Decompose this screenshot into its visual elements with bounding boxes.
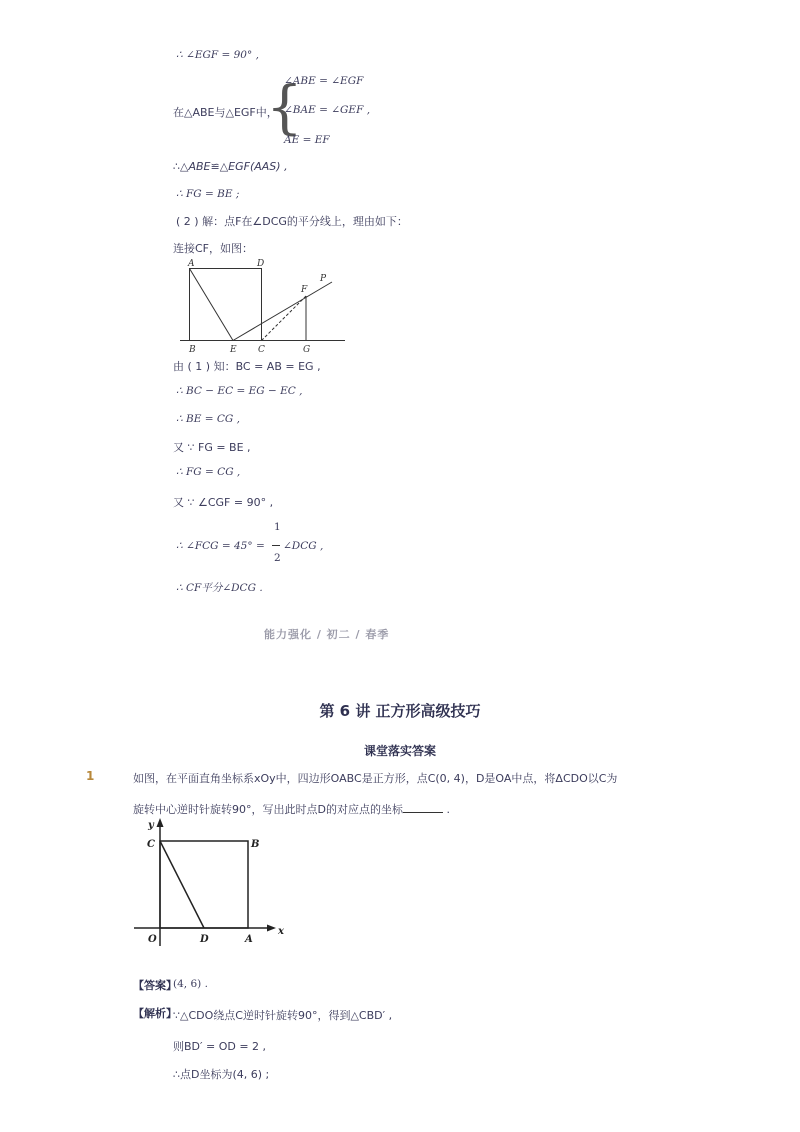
question-text-line-1: 如图，在平面直角坐标系xOy中，四边形OABC是正方形，点C(0, 4)，D是OA中点，将ΔCDO以C为 bbox=[133, 772, 618, 785]
step-1: 由 ( 1 ) 知：BC = AB = EG , bbox=[173, 360, 321, 373]
geometry-figure-1 bbox=[180, 256, 350, 356]
part2-connect: 连接CF，如图： bbox=[173, 242, 254, 255]
coordinate-figure bbox=[130, 816, 290, 951]
proof-line-2-prefix: 在△ABE与△EGF中， bbox=[173, 106, 278, 119]
step-2: ∴ BC − EC = EG − EC , bbox=[176, 385, 303, 397]
label-x: x bbox=[278, 926, 284, 937]
question-text-line-2-main: 旋转中心逆时针旋转90°，写出此时点D的对应点的坐标 bbox=[133, 803, 403, 816]
step-4: 又 ∵ FG = BE , bbox=[173, 441, 251, 454]
step-6: 又 ∵ ∠CGF = 90° , bbox=[173, 496, 274, 509]
lesson-title: 第 6 讲 正方形高级技巧 bbox=[319, 702, 481, 720]
label-d: D bbox=[200, 934, 209, 945]
label-a: A bbox=[245, 934, 253, 945]
label-f: F bbox=[301, 285, 308, 295]
fraction-numerator: 1 bbox=[274, 521, 281, 533]
label-c: C bbox=[147, 839, 155, 850]
label-g: G bbox=[303, 345, 311, 355]
analysis-line-3: ∴点D坐标为(4, 6) ; bbox=[173, 1068, 270, 1081]
step-7-left: ∴ ∠FCG = 45° = bbox=[176, 540, 265, 552]
answer-tag: 【答案】 bbox=[133, 979, 177, 992]
step-8: ∴ CF平分∠DCG . bbox=[176, 582, 263, 594]
label-p: P bbox=[320, 274, 327, 284]
label-c: C bbox=[258, 345, 265, 355]
segment-cd bbox=[160, 841, 204, 928]
fraction-bar bbox=[272, 545, 280, 546]
page-footer: 能力强化 / 初二 / 春季 bbox=[264, 628, 390, 641]
label-b: B bbox=[189, 345, 196, 355]
system-brace: { bbox=[266, 73, 303, 141]
proof-line-3: ∴△ABE≌△EGF(AAS) , bbox=[173, 160, 288, 173]
square-oabc bbox=[160, 841, 248, 928]
step-7-right: ∠DCG , bbox=[283, 540, 324, 552]
label-b: B bbox=[251, 839, 260, 850]
label-o: O bbox=[148, 934, 157, 945]
y-arrow bbox=[157, 818, 164, 827]
question-number: 1 bbox=[86, 769, 95, 783]
label-e: E bbox=[230, 345, 237, 355]
system-eq-3: AE = EF bbox=[284, 134, 330, 146]
section-title: 课堂落实答案 bbox=[363, 744, 436, 758]
part2-intro: ( 2 ) 解：点F在∠DCG的平分线上，理由如下： bbox=[176, 215, 408, 228]
segment-ep bbox=[233, 282, 332, 341]
analysis-tag: 【解析】 bbox=[133, 1007, 177, 1020]
analysis-line-2: 则BD′ = OD = 2 , bbox=[173, 1040, 267, 1053]
step-5: ∴ FG = CG , bbox=[176, 466, 241, 478]
analysis-line-1: ∵△CDO绕点C逆时针旋转90°，得到△CBD′ , bbox=[173, 1009, 393, 1022]
question-text-line-2-end: . bbox=[442, 803, 450, 816]
system-eq-1: ∠ABE = ∠EGF bbox=[284, 75, 364, 87]
segment-cf-dashed bbox=[262, 296, 307, 341]
x-arrow bbox=[267, 925, 276, 932]
label-d: D bbox=[257, 259, 265, 269]
step-3: ∴ BE = CG , bbox=[176, 413, 240, 425]
fraction-denominator: 2 bbox=[274, 552, 281, 564]
label-a: A bbox=[188, 259, 195, 269]
segment-ae bbox=[190, 269, 234, 341]
system-eq-2: ∠BAE = ∠GEF , bbox=[284, 104, 371, 116]
proof-line-4: ∴ FG = BE ; bbox=[176, 188, 240, 200]
label-y: y bbox=[148, 820, 154, 831]
proof-line-1: ∴ ∠EGF = 90° , bbox=[176, 49, 259, 61]
answer-value: (4, 6) . bbox=[173, 978, 208, 990]
question-text-line-2 bbox=[133, 801, 450, 817]
answer-blank bbox=[403, 802, 443, 813]
